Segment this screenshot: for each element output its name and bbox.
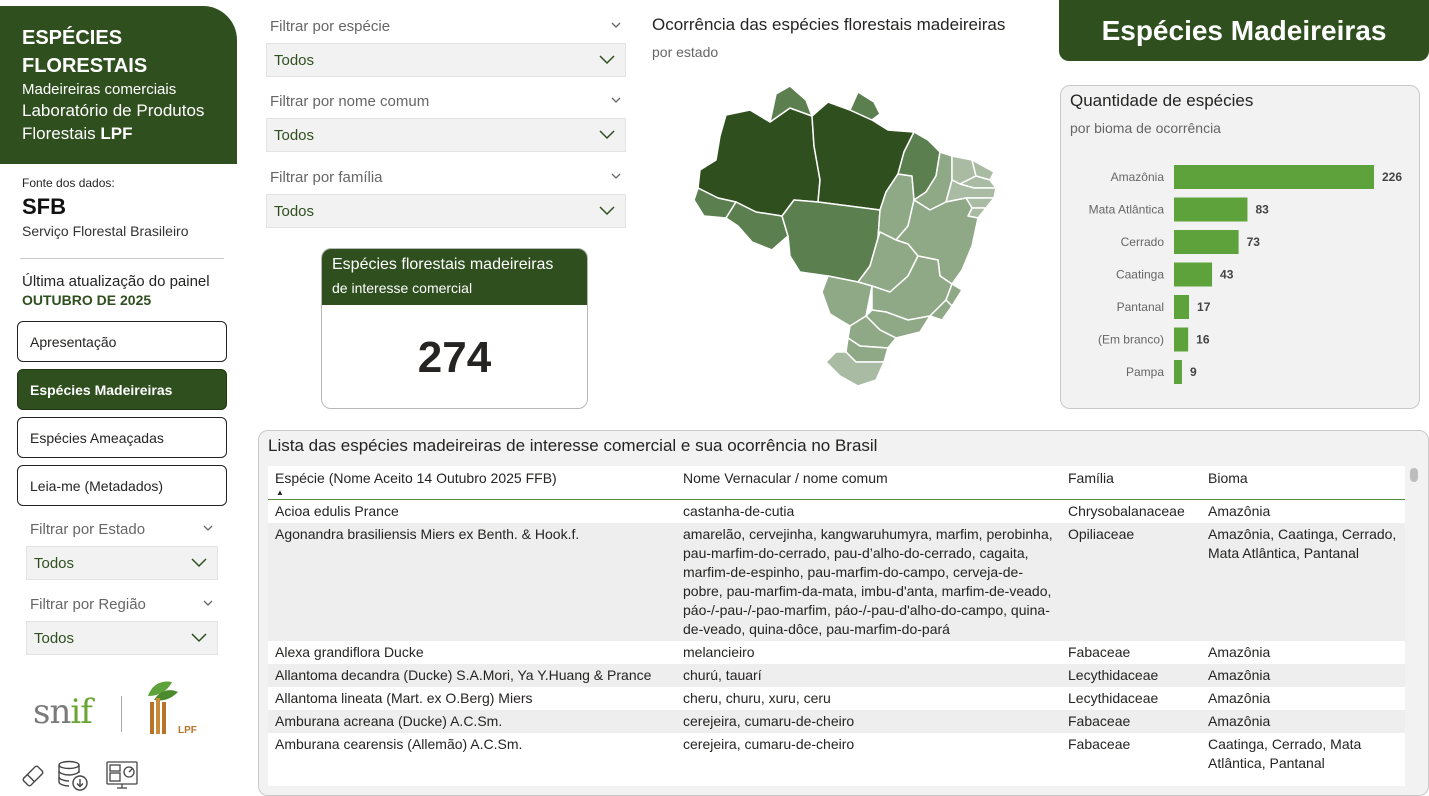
table-row[interactable]	[268, 687, 1405, 710]
bar-category-label: Pantanal	[1116, 300, 1164, 314]
column-header-bioma[interactable]: Bioma	[1201, 466, 1405, 499]
map-state-mt	[782, 200, 880, 282]
biome-chart-subtitle: por bioma de ocorrência	[1070, 120, 1221, 136]
cell-familia: Fabaceae	[1068, 735, 1131, 752]
estado-filter-value: Todos	[34, 554, 75, 572]
especie-filter-label: Filtrar por espécie	[270, 18, 391, 35]
cell-familia: Chrysobalanaceae	[1068, 502, 1185, 519]
bar-category-label: Amazônia	[1110, 170, 1164, 184]
database-download-icon[interactable]	[56, 760, 90, 792]
cell-bioma: Amazônia	[1201, 664, 1405, 687]
especie-filter-dropdown[interactable]	[266, 43, 626, 77]
bar-category-label: Cerrado	[1120, 235, 1164, 249]
lpf-logo-text: LPF	[178, 725, 197, 736]
nav-especies-madeireiras-button[interactable]: Espécies Madeireiras	[17, 369, 227, 410]
cell-especie: Alexa grandiflora Ducke	[275, 643, 424, 660]
cell-familia: Lecythidaceae	[1061, 664, 1201, 687]
cell-especie: Amburana cearensis (Allemão) A.C.Sm.	[275, 735, 523, 752]
cell-bioma: Amazônia	[1208, 643, 1271, 660]
logo-separator	[121, 696, 122, 732]
chevron-down-icon	[191, 633, 207, 643]
especie-filter-value: Todos	[274, 51, 315, 69]
map-title: Ocorrência das espécies florestais madeireiras	[652, 15, 1006, 34]
species-table	[268, 466, 1405, 775]
bar-category-label: Pampa	[1125, 365, 1164, 379]
source-name: Serviço Florestal Brasileiro	[22, 223, 189, 239]
table-row[interactable]	[268, 641, 1405, 664]
kpi-title: Espécies florestais madeireiras	[332, 256, 554, 273]
nome-comum-filter-label: Filtrar por nome comum	[270, 93, 430, 110]
cell-bioma: Amazônia	[1201, 710, 1405, 733]
chevron-down-icon	[191, 558, 207, 568]
estado-filter-dropdown[interactable]	[26, 546, 218, 580]
bar[interactable]	[1174, 263, 1212, 287]
familia-filter-dropdown[interactable]	[266, 194, 626, 228]
app-subtitle: Madeireiras comerciais	[22, 81, 177, 98]
table-row[interactable]	[268, 499, 1405, 523]
monitor-dashboard-icon[interactable]	[105, 760, 139, 792]
table-row[interactable]	[268, 710, 1405, 733]
especie-filter-chevron-icon[interactable]	[610, 19, 622, 31]
table-scrollbar-thumb[interactable]	[1410, 468, 1418, 482]
lab-name: Laboratório de Produtos Florestais LPF	[22, 101, 205, 143]
bar[interactable]	[1174, 198, 1247, 222]
sidebar-title-card	[0, 6, 237, 164]
species-table-title: Lista das espécies madeireiras de interesse comercial e sua ocorrência no Brasil	[268, 436, 878, 455]
cell-familia: Fabaceae	[1061, 710, 1201, 733]
sidebar-divider	[20, 258, 224, 259]
species-table-viewport[interactable]	[268, 466, 1405, 786]
nav-leia-me-button[interactable]: Leia-me (Metadados)	[17, 465, 227, 506]
bar-category-label: Mata Atlântica	[1088, 202, 1164, 217]
source-acronym: SFB	[22, 194, 66, 219]
chevron-down-icon	[599, 206, 615, 216]
bar-value-label: 83	[1255, 202, 1269, 217]
kpi-header	[322, 249, 587, 305]
bar-category-label: Caatinga	[1115, 267, 1164, 282]
column-header-nome-comum[interactable]: Nome Vernacular / nome comum	[676, 466, 1061, 499]
column-header-especie[interactable]: Espécie (Nome Aceito 14 Outubro 2025 FFB) ▲	[268, 466, 676, 499]
regiao-filter-chevron-icon[interactable]	[202, 597, 214, 609]
kpi-value: 274	[417, 333, 492, 382]
brazil-states-map[interactable]	[690, 80, 1010, 390]
estado-filter-chevron-icon[interactable]	[202, 522, 214, 534]
cell-especie: Acioa edulis Prance	[275, 502, 399, 519]
update-value: OUTUBRO DE 2025	[22, 292, 152, 308]
cell-especie: Allantoma lineata (Mart. ex O.Berg) Miers	[275, 689, 533, 706]
bar-category-label: (Em branco)	[1097, 332, 1164, 347]
chevron-down-icon	[599, 55, 615, 65]
regiao-filter-label: Filtrar por Região	[30, 596, 146, 613]
kpi-subtitle: de interesse comercial	[332, 280, 473, 296]
cell-especie: Agonandra brasiliensis Miers ex Benth. & Hook.f.	[268, 523, 676, 641]
cell-nome-comum: cerejeira, cumaru-de-cheiro	[683, 735, 855, 752]
sort-ascending-icon: ▲	[276, 488, 284, 497]
bar-value-label: 17	[1197, 300, 1211, 314]
cell-nome-comum: churú, tauarí	[676, 664, 1061, 687]
update-label: Última atualização do painel	[22, 273, 210, 290]
snif-logo: snif	[33, 692, 92, 732]
cell-nome-comum: melancieiro	[683, 643, 755, 660]
cell-nome-comum: cerejeira, cumaru-de-cheiro	[676, 710, 1061, 733]
source-label: Fonte dos dados:	[22, 176, 115, 190]
regiao-filter-value: Todos	[34, 629, 75, 647]
table-scrollbar[interactable]	[1410, 468, 1418, 784]
cell-bioma: Caatinga, Cerrado, Mata Atlântica, Pantanal	[1208, 735, 1362, 771]
bar-value-label: 226	[1382, 170, 1403, 184]
cell-nome-comum: castanha-de-cutia	[683, 502, 795, 519]
bar-value-label: 9	[1189, 365, 1197, 379]
biome-chart-title: Quantidade de espécies	[1070, 91, 1254, 110]
familia-filter-chevron-icon[interactable]	[610, 170, 622, 182]
cell-bioma: Amazônia	[1208, 502, 1271, 519]
nav-apresentacao-button[interactable]: Apresentação	[17, 321, 227, 362]
estado-filter-label: Filtrar por Estado	[30, 521, 146, 538]
nome-comum-filter-chevron-icon[interactable]	[610, 94, 622, 106]
bar-value-label: 43	[1220, 267, 1234, 282]
familia-filter-value: Todos	[274, 202, 315, 220]
table-row[interactable]	[268, 523, 1405, 641]
cell-bioma: Amazônia, Caatinga, Cerrado, Mata Atlântica, Pantanal	[1201, 523, 1405, 641]
bar[interactable]	[1174, 328, 1188, 352]
app-title: ESPÉCIES FLORESTAIS	[22, 27, 148, 77]
table-row[interactable]	[268, 664, 1405, 687]
biome-bar-chart[interactable]	[1060, 155, 1420, 395]
cell-especie: Amburana acreana (Ducke) A.C.Sm.	[268, 710, 676, 733]
bar[interactable]	[1174, 165, 1374, 189]
cell-familia: Opiliaceae	[1061, 523, 1201, 641]
kpi-card	[321, 248, 588, 409]
bar[interactable]	[1174, 230, 1239, 254]
chevron-down-icon	[599, 130, 615, 140]
bar[interactable]	[1174, 360, 1182, 384]
bar[interactable]	[1174, 295, 1189, 319]
cell-familia: Fabaceae	[1068, 643, 1131, 660]
nome-comum-filter-dropdown[interactable]	[266, 118, 626, 152]
map-subtitle: por estado	[652, 44, 719, 60]
nome-comum-filter-value: Todos	[274, 126, 315, 144]
page-title-badge: Espécies Madeireiras	[1059, 0, 1429, 61]
familia-filter-label: Filtrar por família	[270, 169, 383, 186]
bar-value-label: 73	[1246, 235, 1260, 249]
cell-nome-comum: amarelão, cervejinha, kangwaruhumyra, marfim, perobinha, pau-marfim-do-cerrado, pau-d’alho-do-cerrado, cagaita, marfim-de-espinho, pau-marfim-do-campo, cerveja-de-pobre, pau-marfim-da-mata, imbu-d'anta, marfim-de-veado, páo-/-pau-/-pao-marfim, páo-/-pau-d'alho-do-campo, quina-de-veado, quina-dôce, pau-marfim-do-pará	[676, 523, 1061, 641]
cell-especie: Allantoma decandra (Ducke) S.A.Mori, Ya Y.Huang & Prance	[268, 664, 676, 687]
cell-bioma: Amazônia	[1208, 689, 1271, 706]
bar-value-label: 16	[1196, 332, 1210, 347]
eraser-icon[interactable]	[20, 763, 46, 789]
table-header-row	[268, 466, 1405, 499]
nav-especies-ameacadas-button[interactable]: Espécies Ameaçadas	[17, 417, 227, 458]
cell-familia: Lecythidaceae	[1068, 689, 1159, 706]
regiao-filter-dropdown[interactable]	[26, 621, 218, 655]
lpf-logo	[138, 676, 200, 736]
table-row[interactable]	[268, 733, 1405, 775]
cell-nome-comum: cheru, churu, xuru, ceru	[683, 689, 831, 706]
column-header-familia[interactable]: Família	[1061, 466, 1201, 499]
